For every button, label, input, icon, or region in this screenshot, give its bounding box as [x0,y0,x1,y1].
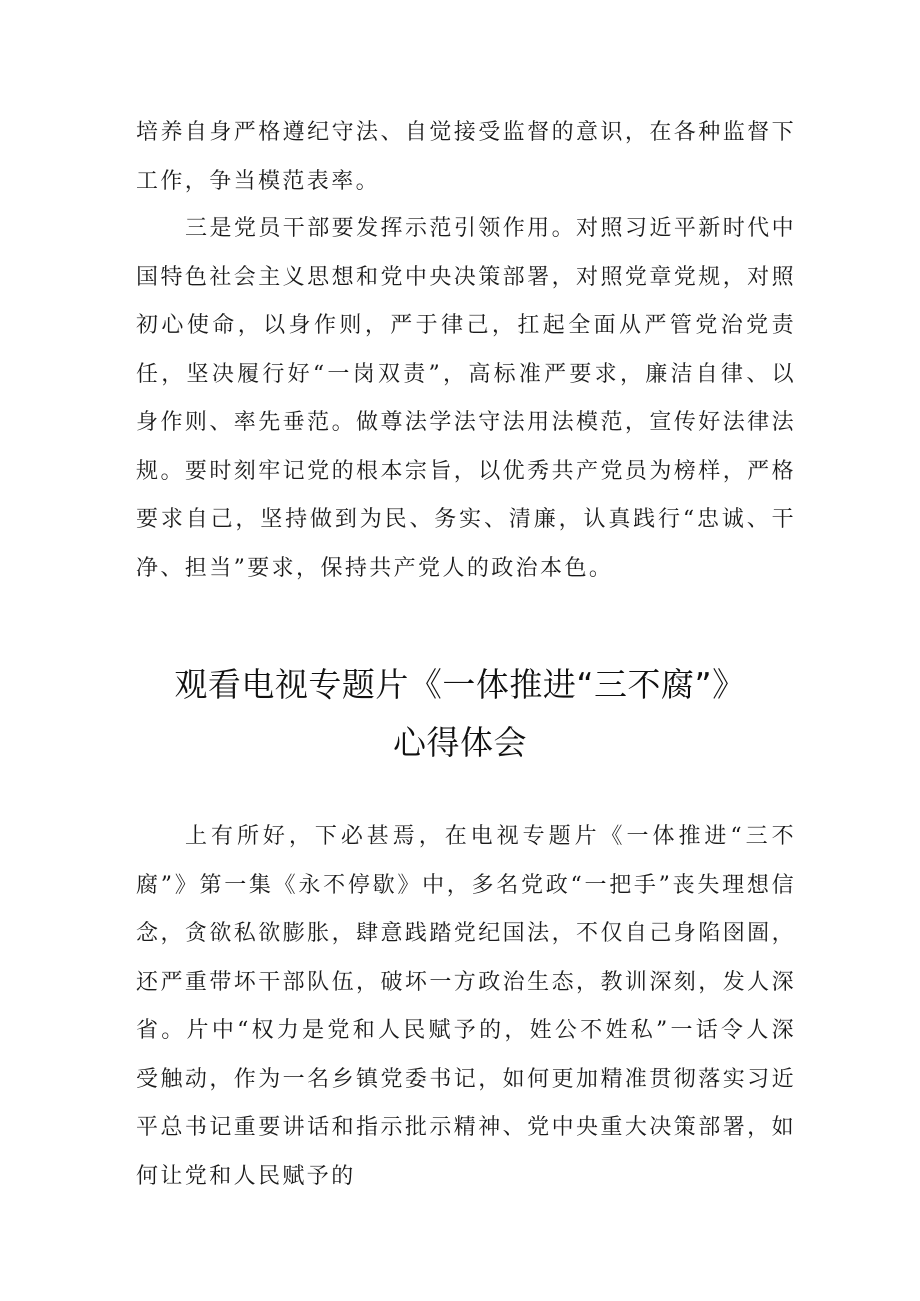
continuation-paragraph: 培养自身严格遵纪守法、自觉接受监督的意识，在各种监督下工作，争当模范表率。 [136,120,796,194]
continuation-paragraph-block [136,109,796,206]
section-paragraph-block [136,813,796,1201]
section-title-line-1: 观看电视专题片《一体推进“三不腐”》 [174,665,746,704]
section-paragraph: 上有所好，下必甚焉，在电视专题片《一体推进“三不腐”》第一集《永不停歇》中，多名党政“一把手”丧失理想信念，贪欲私欲膨胀，肆意践踏党纪国法，不仅自己身陷囹圄，还严重带坏干部队伍，破坏一方政治生态，教训深刻，发人深省。片中“权力是党和人民赋予的，姓公不姓私”一话令人深受触动，作为一名乡镇党委书记，如何更加精准贯彻落实习近平总书记重要讲话和指示批示精神、党中央重大决策部署，如何让党和人民赋予的 [136,824,796,1189]
paragraph-three: 三是党员干部要发挥示范引领作用。对照习近平新时代中国特色社会主义思想和党中央决策部署，对照党章党规，对照初心使命，以身作则，严于律己，扛起全面从严管党治党责任，坚决履行好“一岗双责”，高标准严要求，廉洁自律、以身作则、率先垂范。做尊法学法守法用法模范，宣传好法律法规。要时刻牢记党的根本宗旨，以优秀共产党员为榜样，严格要求自己，坚持做到为民、务实、清廉，认真践行“忠诚、干净、担当”要求，保持共产党人的政治本色。 [136,216,796,581]
paragraph-three-block [136,205,796,593]
section-title-line-2: 心得体会 [393,723,527,762]
